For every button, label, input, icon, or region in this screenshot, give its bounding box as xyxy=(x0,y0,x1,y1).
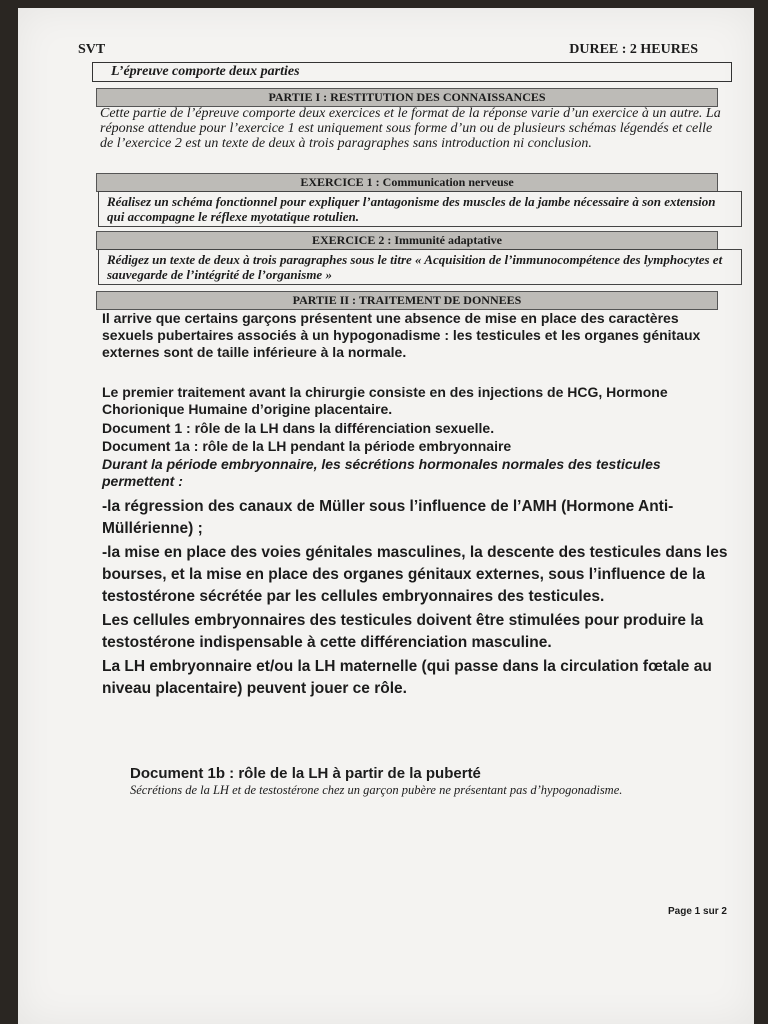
embryonic-lead: Durant la période embryonnaire, les sécrétions hormonales normales des testicules permettent : xyxy=(102,456,661,489)
part1-text: Cette partie de l’épreuve comporte deux exercices et le format de la réponse varie d’un exercice à un autre. La réponse attendue pour l’exercice 1 est uniquement sous forme d’un ou de plusieurs schémas légendés et celle de l’exercice 2 est un texte de deux à trois paragraphes sans introduction ni conclusion. xyxy=(100,106,721,151)
document1b-heading: Document 1b : rôle de la LH à partir de la puberté xyxy=(130,765,481,782)
exercise1-title: EXERCICE 1 : Communication nerveuse xyxy=(96,173,718,192)
para-stimulation: Les cellules embryonnaires des testicules doivent être stimulées pour produire la testostérone indispensable à cette différenciation masculine. xyxy=(102,612,704,651)
part1-title: PARTIE I : RESTITUTION DES CONNAISSANCES xyxy=(96,88,718,107)
subject-label: SVT xyxy=(78,42,106,57)
document1a-body xyxy=(102,496,742,702)
duration-label: DUREE : 2 HEURES xyxy=(569,42,698,57)
part2-para2: Le premier traitement avant la chirurgie consiste en des injections de HCG, Hormone Chorionique Humaine d’origine placentaire. xyxy=(102,384,668,417)
part2-para1: Il arrive que certains garçons présentent une absence de mise en place des caractères sexuels pubertaires associés à un hypogonadisme : les testicules et les organes génitaux externes sont de taille inférieure à la normale. xyxy=(102,310,701,360)
document1-heading: Document 1 : rôle de la LH dans la différenciation sexuelle. xyxy=(102,420,495,436)
page-header xyxy=(78,42,718,58)
exercise2-title: EXERCICE 2 : Immunité adaptative xyxy=(96,231,718,250)
bullet-muller: -la régression des canaux de Müller sous l’influence de l’AMH (Hormone Anti-Müllérienne) ; xyxy=(102,498,674,537)
intro-box: L’épreuve comporte deux parties xyxy=(92,62,732,82)
page-number: Page 1 sur 2 xyxy=(668,906,727,917)
part2-title: PARTIE II : TRAITEMENT DE DONNEES xyxy=(96,291,718,310)
document1a-heading: Document 1a : rôle de la LH pendant la période embryonnaire xyxy=(102,438,512,454)
para-lh-role: La LH embryonnaire et/ou la LH maternelle (qui passe dans la circulation fœtale au niveau placentaire) peuvent jouer ce rôle. xyxy=(102,658,712,697)
document1b-caption: Sécrétions de la LH et de testostérone chez un garçon pubère ne présentant pas d’hypogonadisme. xyxy=(130,783,623,797)
bullet-genital-tracts: -la mise en place des voies génitales masculines, la descente des testicules dans les bourses, et la mise en place des organes génitaux externes, sous l’influence de la testostérone sécrétée par les cellules embryonnaires des testicules. xyxy=(102,544,728,605)
exercise2-text: Rédigez un texte de deux à trois paragraphes sous le titre « Acquisition de l’immunocompétence des lymphocytes et sauvegarde de l’intégrité de l’organisme » xyxy=(98,249,742,285)
exercise1-text: Réalisez un schéma fonctionnel pour expliquer l’antagonisme des muscles de la jambe nécessaire à son extension qui accompagne le réflexe myotatique rotulien. xyxy=(98,191,742,227)
